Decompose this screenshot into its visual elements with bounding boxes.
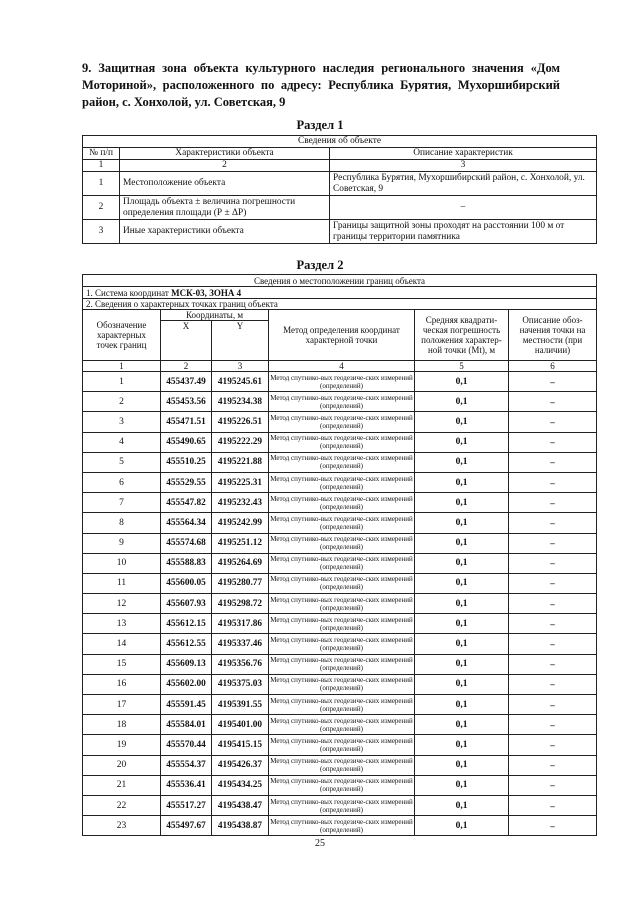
coordinate-y: 4195426.37 [212, 755, 269, 775]
page-number: 25 [315, 838, 325, 849]
point-number: 22 [83, 795, 161, 815]
boundary-points-table [82, 274, 597, 836]
coordinate-y: 4195317.86 [212, 614, 269, 634]
error-cell: 0,1 [415, 452, 509, 472]
points-body [83, 372, 597, 836]
point-description: – [509, 573, 597, 593]
error-cell: 0,1 [415, 412, 509, 432]
table-row [83, 432, 597, 452]
point-number: 14 [83, 634, 161, 654]
point-number: 18 [83, 715, 161, 735]
point-description: – [509, 513, 597, 533]
coordinate-x: 455490.65 [161, 432, 212, 452]
col-number: 1 [83, 361, 161, 372]
method-cell: Метод спутнико-вых геодезиче-ских измерений (определений) [269, 493, 415, 513]
table-row [83, 695, 597, 715]
point-description: – [509, 755, 597, 775]
table-row [83, 533, 597, 553]
coordinate-x: 455547.82 [161, 493, 212, 513]
method-cell: Метод спутнико-вых геодезиче-ских измерений (определений) [269, 392, 415, 412]
error-cell: 0,1 [415, 695, 509, 715]
header-error: Средняя квадрати-ческая погрешность положения характер-ной точки (Mt), м [415, 310, 509, 361]
table-row [83, 614, 597, 634]
error-cell: 0,1 [415, 755, 509, 775]
header-description: Описание характеристик [330, 148, 597, 160]
table-row [83, 513, 597, 533]
coordinate-x: 455600.05 [161, 573, 212, 593]
table-row [83, 172, 597, 196]
row-number: 3 [83, 220, 120, 244]
coordinate-y: 4195242.99 [212, 513, 269, 533]
method-cell: Метод спутнико-вых геодезиче-ских измерений (определений) [269, 412, 415, 432]
error-cell: 0,1 [415, 553, 509, 573]
row-characteristic: Площадь объекта ± величина погрешности определения площади (Р ± ΔР) [120, 196, 330, 220]
method-cell: Метод спутнико-вых геодезиче-ских измерений (определений) [269, 614, 415, 634]
section2-title: Раздел 2 [296, 258, 344, 272]
coordinate-y: 4195234.38 [212, 392, 269, 412]
point-description: – [509, 816, 597, 836]
coordinate-y: 4195264.69 [212, 553, 269, 573]
table-row [83, 392, 597, 412]
error-cell: 0,1 [415, 513, 509, 533]
point-description: – [509, 775, 597, 795]
point-description: – [509, 715, 597, 735]
row-description: – [330, 196, 597, 220]
point-number: 16 [83, 674, 161, 694]
coordinate-x: 455437.49 [161, 372, 212, 392]
point-description: – [509, 472, 597, 492]
point-number: 19 [83, 735, 161, 755]
point-number: 20 [83, 755, 161, 775]
coordinate-y: 4195401.00 [212, 715, 269, 735]
coordinate-x: 455517.27 [161, 795, 212, 815]
error-cell: 0,1 [415, 654, 509, 674]
point-number: 1 [83, 372, 161, 392]
table-row [83, 196, 597, 220]
header-method: Метод определения координат характерной точки [269, 310, 415, 361]
method-cell: Метод спутнико-вых геодезиче-ских измерений (определений) [269, 432, 415, 452]
header-point-description: Описание обоз-начения точки на местности (при наличии) [509, 310, 597, 361]
table-row [83, 816, 597, 836]
point-number: 23 [83, 816, 161, 836]
coordinate-x: 455584.01 [161, 715, 212, 735]
method-cell: Метод спутнико-вых геодезиче-ских измерений (определений) [269, 715, 415, 735]
point-description: – [509, 533, 597, 553]
header-y: Y [212, 321, 269, 361]
point-number: 2 [83, 392, 161, 412]
point-number: 11 [83, 573, 161, 593]
coordinate-system-value: МСК-03, ЗОНА 4 [171, 287, 242, 298]
object-info-caption: Сведения об объекте [83, 136, 597, 148]
table-row [83, 594, 597, 614]
point-description: – [509, 493, 597, 513]
point-number: 7 [83, 493, 161, 513]
error-cell: 0,1 [415, 472, 509, 492]
section1-title: Раздел 1 [296, 118, 344, 132]
error-cell: 0,1 [415, 775, 509, 795]
point-number: 3 [83, 412, 161, 432]
point-description: – [509, 695, 597, 715]
coordinate-system [83, 287, 597, 299]
point-description: – [509, 654, 597, 674]
header-coordinates: Координаты, м [161, 310, 269, 321]
error-cell: 0,1 [415, 735, 509, 755]
row-characteristic: Иные характеристики объекта [120, 220, 330, 244]
method-cell: Метод спутнико-вых геодезиче-ских измерений (определений) [269, 472, 415, 492]
col-number: 2 [161, 361, 212, 372]
error-cell: 0,1 [415, 432, 509, 452]
table-row [83, 412, 597, 432]
point-number: 9 [83, 533, 161, 553]
method-cell: Метод спутнико-вых геодезиче-ских измерений (определений) [269, 755, 415, 775]
coordinate-x: 455564.34 [161, 513, 212, 533]
coordinate-x: 455612.55 [161, 634, 212, 654]
table-row [83, 472, 597, 492]
point-number: 10 [83, 553, 161, 573]
coordinate-y: 4195415.15 [212, 735, 269, 755]
method-cell: Метод спутнико-вых геодезиче-ских измерений (определений) [269, 634, 415, 654]
method-cell: Метод спутнико-вых геодезиче-ских измерений (определений) [269, 775, 415, 795]
table-row [83, 553, 597, 573]
points-caption: 2. Сведения о характерных точках границ объекта [83, 299, 597, 310]
table-row [83, 220, 597, 244]
error-cell: 0,1 [415, 674, 509, 694]
coordinate-y: 4195298.72 [212, 594, 269, 614]
point-number: 13 [83, 614, 161, 634]
col-number: 3 [330, 160, 597, 172]
table-row [83, 654, 597, 674]
coordinate-x: 455536.41 [161, 775, 212, 795]
coordinate-x: 455497.67 [161, 816, 212, 836]
coordinate-x: 455607.93 [161, 594, 212, 614]
coordinate-y: 4195225.31 [212, 472, 269, 492]
point-number: 12 [83, 594, 161, 614]
coordinate-y: 4195221.88 [212, 452, 269, 472]
point-description: – [509, 432, 597, 452]
coordinate-y: 4195226.51 [212, 412, 269, 432]
error-cell: 0,1 [415, 392, 509, 412]
point-description: – [509, 372, 597, 392]
row-characteristic: Местоположение объекта [120, 172, 330, 196]
col-number: 1 [83, 160, 120, 172]
point-description: – [509, 452, 597, 472]
method-cell: Метод спутнико-вых геодезиче-ских измерений (определений) [269, 695, 415, 715]
coordinate-x: 455471.51 [161, 412, 212, 432]
table-row [83, 634, 597, 654]
table-row [83, 775, 597, 795]
row-number: 2 [83, 196, 120, 220]
coordinate-x: 455574.68 [161, 533, 212, 553]
table-row [83, 493, 597, 513]
coordinate-y: 4195434.25 [212, 775, 269, 795]
error-cell: 0,1 [415, 634, 509, 654]
coordinate-y: 4195438.47 [212, 795, 269, 815]
coordinate-system-label: 1. Система координат [86, 287, 172, 298]
error-cell: 0,1 [415, 372, 509, 392]
table-row [83, 795, 597, 815]
point-number: 17 [83, 695, 161, 715]
error-cell: 0,1 [415, 795, 509, 815]
header-number: № п/п [83, 148, 120, 160]
error-cell: 0,1 [415, 715, 509, 735]
error-cell: 0,1 [415, 573, 509, 593]
coordinate-x: 455612.15 [161, 614, 212, 634]
object-info-table [82, 135, 597, 244]
coordinate-x: 455609.13 [161, 654, 212, 674]
table-row [83, 715, 597, 735]
row-description: Границы защитной зоны проходят на расстоянии 100 м от границы территории памятника [330, 220, 597, 244]
table-row [83, 735, 597, 755]
method-cell: Метод спутнико-вых геодезиче-ских измерений (определений) [269, 573, 415, 593]
point-description: – [509, 412, 597, 432]
point-number: 5 [83, 452, 161, 472]
col-number: 3 [212, 361, 269, 372]
point-description: – [509, 553, 597, 573]
method-cell: Метод спутнико-вых геодезиче-ских измерений (определений) [269, 452, 415, 472]
col-number: 6 [509, 361, 597, 372]
point-description: – [509, 594, 597, 614]
point-description: – [509, 795, 597, 815]
table-row [83, 674, 597, 694]
point-number: 6 [83, 472, 161, 492]
table-row [83, 755, 597, 775]
coordinate-y: 4195356.76 [212, 654, 269, 674]
coordinate-x: 455602.00 [161, 674, 212, 694]
coordinate-y: 4195438.87 [212, 816, 269, 836]
coordinate-y: 4195245.61 [212, 372, 269, 392]
header-x: X [161, 321, 212, 361]
error-cell: 0,1 [415, 816, 509, 836]
boundary-caption: Сведения о местоположении границ объекта [83, 275, 597, 287]
coordinate-x: 455570.44 [161, 735, 212, 755]
coordinate-x: 455529.55 [161, 472, 212, 492]
col-number: 2 [120, 160, 330, 172]
coordinate-y: 4195337.46 [212, 634, 269, 654]
table-row [83, 452, 597, 472]
method-cell: Метод спутнико-вых геодезиче-ских измерений (определений) [269, 735, 415, 755]
coordinate-x: 455453.56 [161, 392, 212, 412]
header-characteristic: Характеристики объекта [120, 148, 330, 160]
coordinate-y: 4195251.12 [212, 533, 269, 553]
error-cell: 0,1 [415, 533, 509, 553]
coordinate-x: 455591.45 [161, 695, 212, 715]
point-description: – [509, 634, 597, 654]
document-heading: 9. Защитная зона объекта культурного наследия регионального значения «Дом Моториной», расположенного по адресу: Республика Бурятия, Мухоршибирский район, с. Хонхолой, ул. Советская, 9 [82, 61, 560, 109]
point-description: – [509, 614, 597, 634]
coordinate-y: 4195232.43 [212, 493, 269, 513]
point-description: – [509, 674, 597, 694]
point-description: – [509, 735, 597, 755]
coordinate-x: 455554.37 [161, 755, 212, 775]
method-cell: Метод спутнико-вых геодезиче-ских измерений (определений) [269, 795, 415, 815]
coordinate-x: 455510.25 [161, 452, 212, 472]
method-cell: Метод спутнико-вых геодезиче-ских измерений (определений) [269, 594, 415, 614]
method-cell: Метод спутнико-вых геодезиче-ских измерений (определений) [269, 513, 415, 533]
method-cell: Метод спутнико-вых геодезиче-ских измерений (определений) [269, 533, 415, 553]
method-cell: Метод спутнико-вых геодезиче-ских измерений (определений) [269, 553, 415, 573]
method-cell: Метод спутнико-вых геодезиче-ских измерений (определений) [269, 674, 415, 694]
point-number: 21 [83, 775, 161, 795]
point-description: – [509, 392, 597, 412]
method-cell: Метод спутнико-вых геодезиче-ских измерений (определений) [269, 816, 415, 836]
header-point: Обозначение характерных точек границ [83, 310, 161, 361]
error-cell: 0,1 [415, 594, 509, 614]
point-number: 4 [83, 432, 161, 452]
error-cell: 0,1 [415, 614, 509, 634]
coordinate-y: 4195391.55 [212, 695, 269, 715]
error-cell: 0,1 [415, 493, 509, 513]
coordinate-y: 4195375.03 [212, 674, 269, 694]
row-description: Республика Бурятия, Мухоршибирский район, с. Хонхолой, ул. Советская, 9 [330, 172, 597, 196]
table-row [83, 573, 597, 593]
point-number: 15 [83, 654, 161, 674]
table-row [83, 372, 597, 392]
coordinate-y: 4195280.77 [212, 573, 269, 593]
coordinate-y: 4195222.29 [212, 432, 269, 452]
method-cell: Метод спутнико-вых геодезиче-ских измерений (определений) [269, 372, 415, 392]
col-number: 4 [269, 361, 415, 372]
row-number: 1 [83, 172, 120, 196]
method-cell: Метод спутнико-вых геодезиче-ских измерений (определений) [269, 654, 415, 674]
point-number: 8 [83, 513, 161, 533]
col-number: 5 [415, 361, 509, 372]
coordinate-x: 455588.83 [161, 553, 212, 573]
